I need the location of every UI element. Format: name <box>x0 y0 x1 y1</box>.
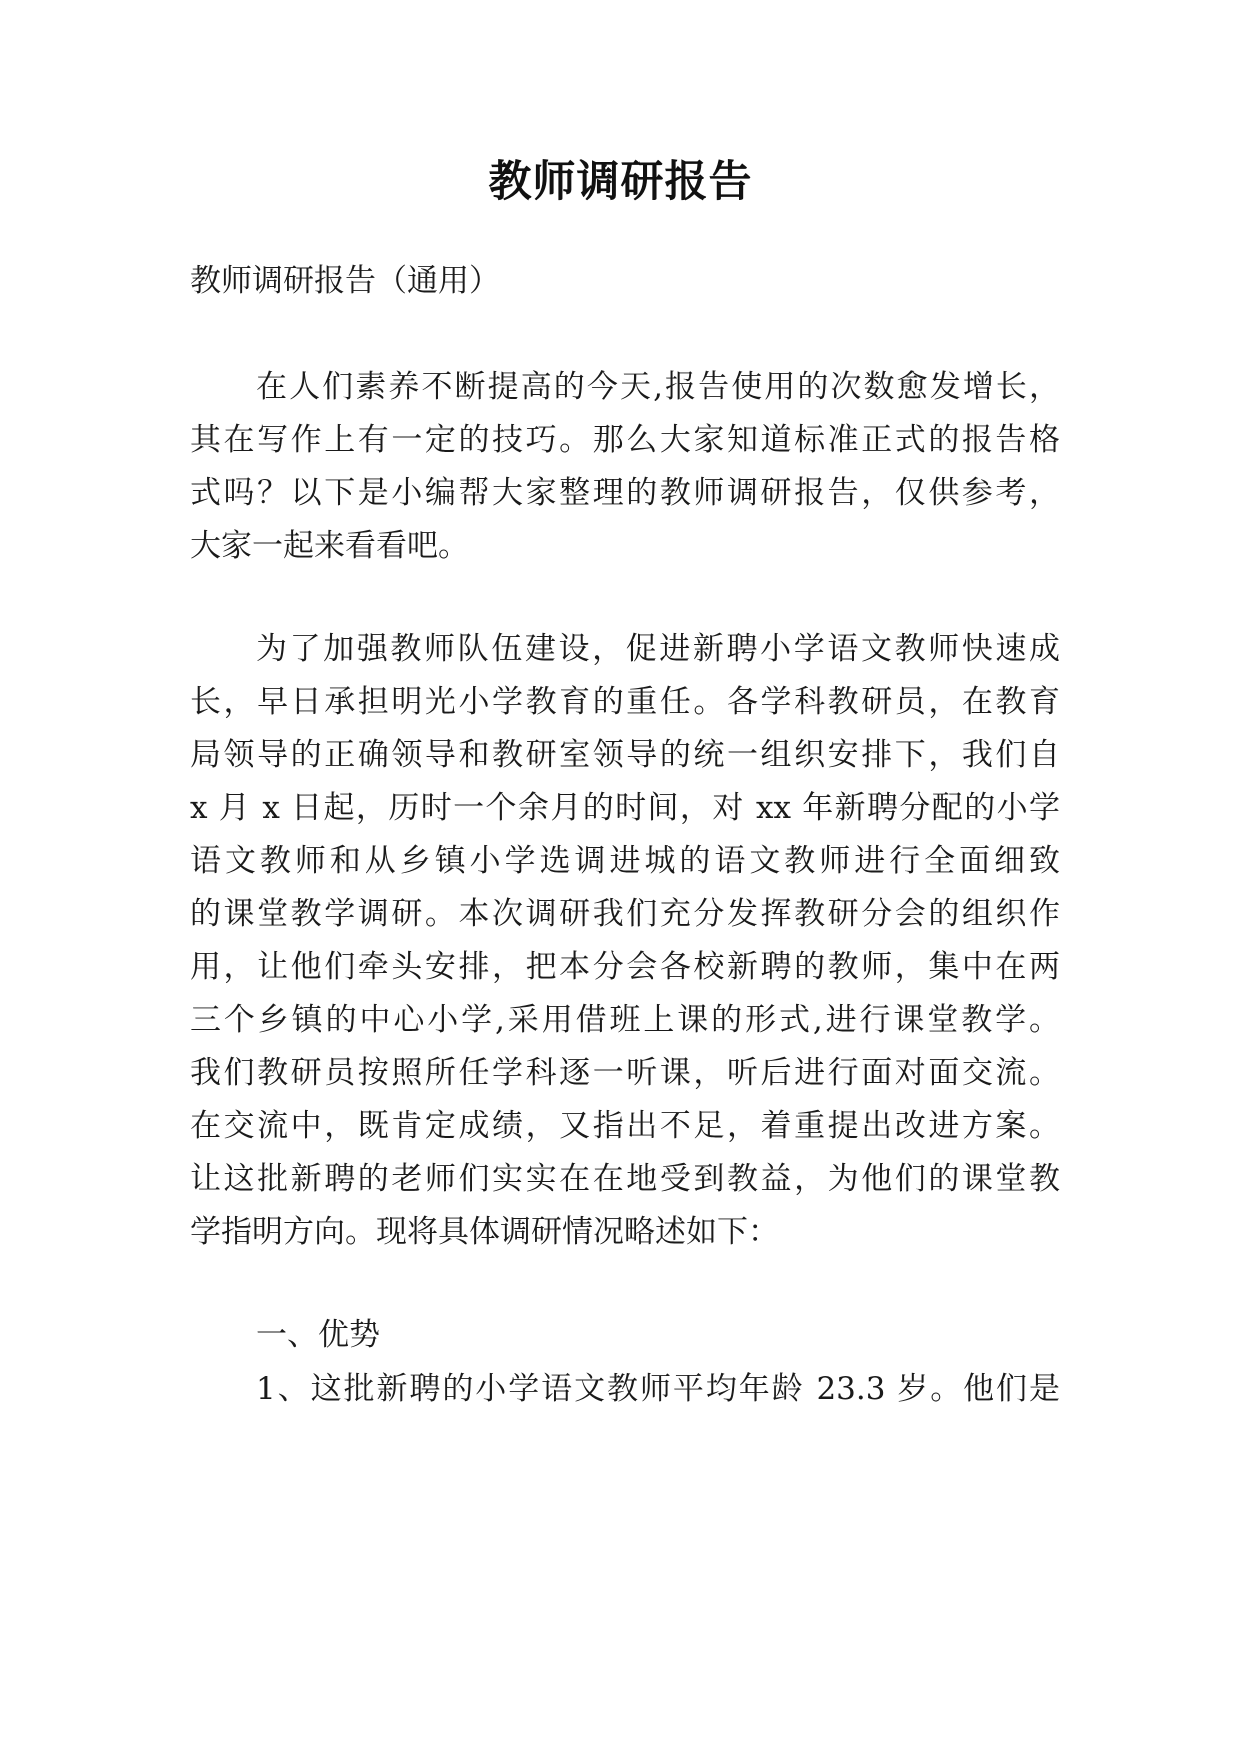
paragraph2-line: x 月 x 日起，历时一个余月的时间，对 xx 年新聘分配的小学 <box>190 790 1060 826</box>
document-title: 教师调研报告 <box>488 157 753 207</box>
paragraph1-line: 在人们素养不断提高的今天,报告使用的次数愈发增长， <box>256 369 1060 405</box>
paragraph2-line: 为了加强教师队伍建设，促进新聘小学语文教师快速成 <box>256 631 1060 667</box>
paragraph2-line: 三个乡镇的中心小学,采用借班上课的形式,进行课堂教学。 <box>190 1002 1060 1038</box>
paragraph2-line: 局领导的正确领导和教研室领导的统一组织安排下，我们自 <box>190 737 1060 773</box>
paragraph2-line: 的课堂教学调研。本次调研我们充分发挥教研分会的组织作 <box>190 896 1060 932</box>
paragraph2-line: 用，让他们牵头安排，把本分会各校新聘的教师，集中在两 <box>190 949 1060 985</box>
list-item: 1、这批新聘的小学语文教师平均年龄 23.3 岁。他们是 <box>256 1371 1060 1407</box>
section-heading: 一、优势 <box>256 1317 380 1353</box>
paragraph2-line: 语文教师和从乡镇小学选调进城的语文教师进行全面细致 <box>190 843 1060 879</box>
paragraph1-line: 式吗？以下是小编帮大家整理的教师调研报告，仅供参考， <box>190 475 1060 511</box>
paragraph2-line: 学指明方向。现将具体调研情况略述如下： <box>190 1214 779 1250</box>
paragraph2-line: 让这批新聘的老师们实实在在地受到教益，为他们的课堂教 <box>190 1161 1060 1197</box>
paragraph2-line: 长，早日承担明光小学教育的重任。各学科教研员，在教育 <box>190 684 1060 720</box>
paragraph2-line: 在交流中，既肯定成绩，又指出不足，着重提出改进方案。 <box>190 1108 1060 1144</box>
paragraph1-line: 其在写作上有一定的技巧。那么大家知道标准正式的报告格 <box>190 422 1060 458</box>
document-subtitle: 教师调研报告（通用） <box>190 263 500 299</box>
paragraph2-line: 我们教研员按照所任学科逐一听课，听后进行面对面交流。 <box>190 1055 1060 1091</box>
paragraph1-line: 大家一起来看看吧。 <box>190 528 469 564</box>
